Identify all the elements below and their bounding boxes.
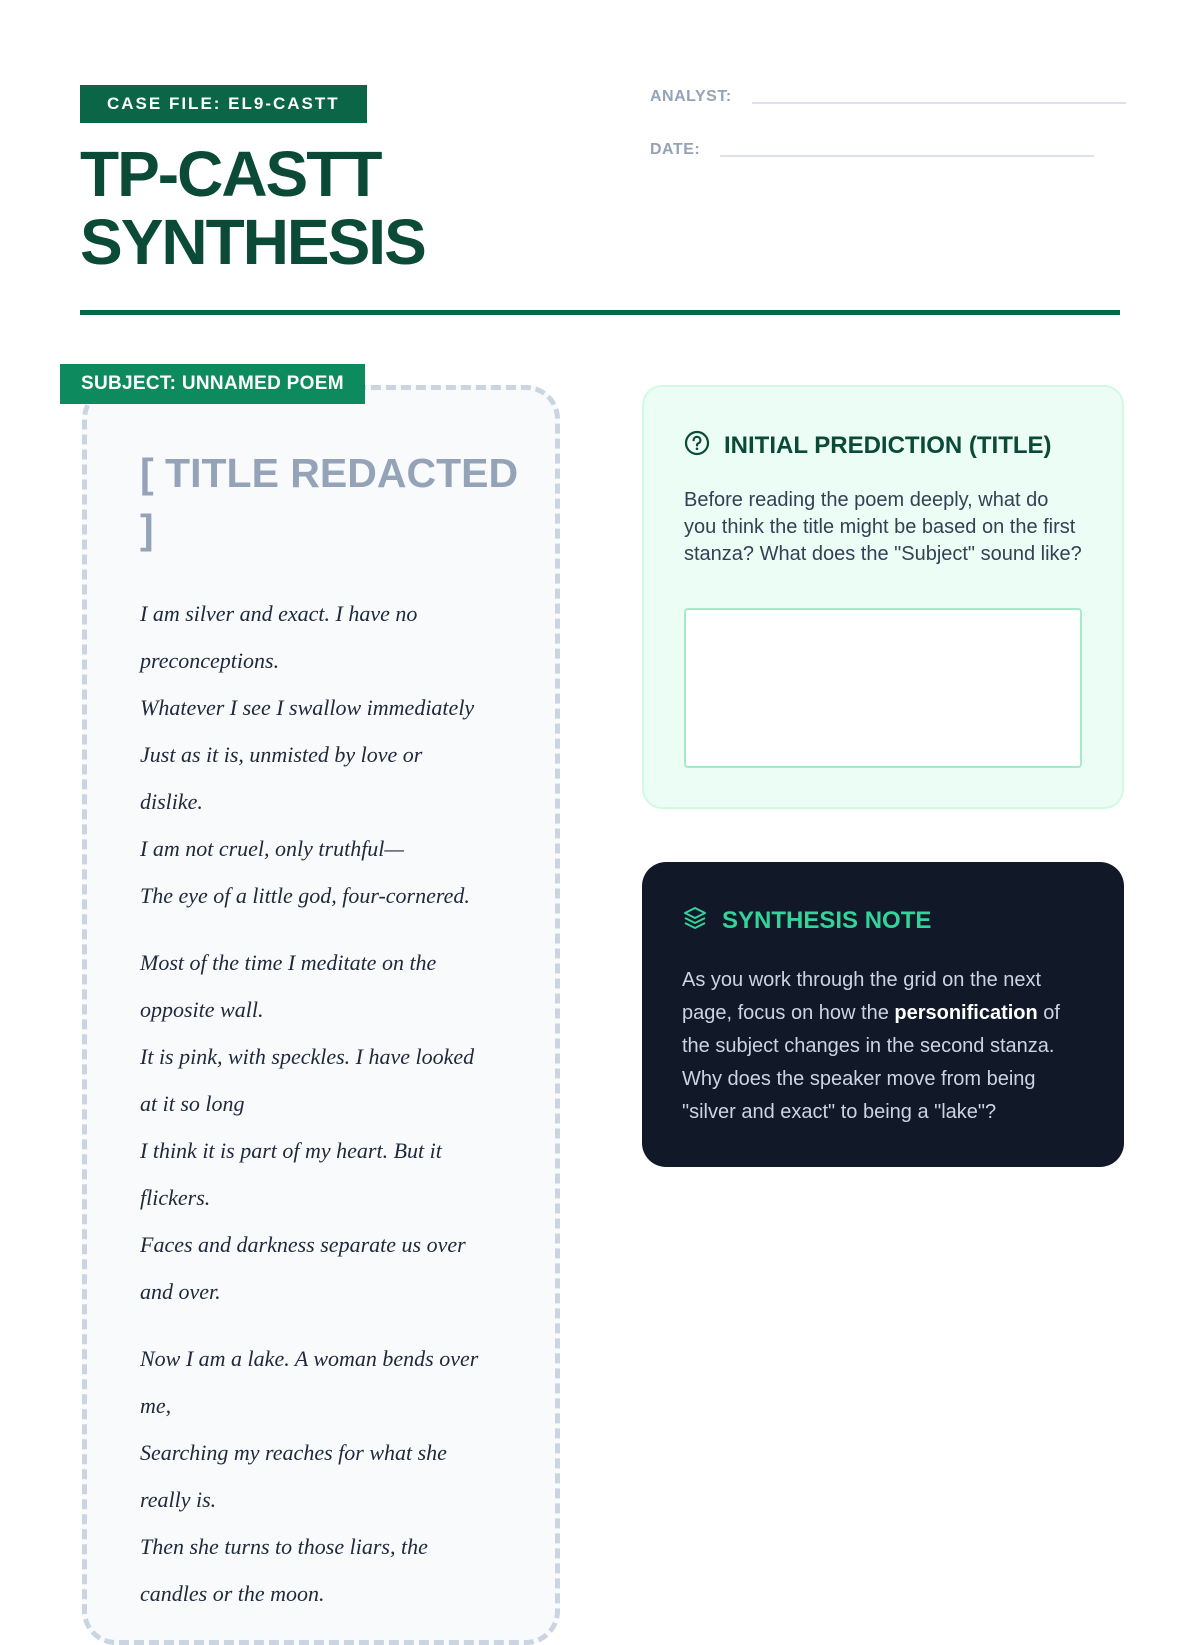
poem-line: flickers. <box>140 1185 211 1210</box>
poem-line: Then she turns to those liars, the <box>140 1534 428 1559</box>
prediction-answer-box[interactable] <box>684 608 1082 768</box>
poem-line: at it so long <box>140 1091 245 1116</box>
analyst-field[interactable] <box>752 102 1126 104</box>
poem-stanza <box>140 939 530 1315</box>
poem-line: I am silver and exact. I have no <box>140 601 418 626</box>
note-text-after: of the subject changes in the second stanza. Why does the speaker move from being "silver and exact" to being a "lake"? <box>682 1002 1060 1123</box>
poem-line: opposite wall. <box>140 997 264 1022</box>
note-text-before: As you work through the grid on the next page, focus on how the <box>682 969 1042 1024</box>
synthesis-note-text <box>682 964 1092 1129</box>
case-file-badge: CASE FILE: EL9-CASTT <box>80 85 367 123</box>
poem-stanza <box>140 1335 530 1617</box>
page-title-line-1: TP-CASTT <box>80 138 381 210</box>
poem-stanza <box>140 590 530 919</box>
layers-icon <box>682 905 708 936</box>
date-label: DATE: <box>650 141 701 158</box>
poem-line: I think it is part of my heart. But it <box>140 1138 442 1163</box>
note-text-bold: personification <box>894 1002 1038 1024</box>
date-row <box>650 141 1094 159</box>
prediction-header <box>684 430 1052 461</box>
poem-line: Faces and darkness separate us over <box>140 1232 466 1257</box>
page-title <box>80 140 425 276</box>
poem-line: Whatever I see I swallow immediately <box>140 695 475 720</box>
page-title-line-2: SYNTHESIS <box>80 206 425 278</box>
prediction-prompt: Before reading the poem deeply, what do you think the title might be based on the first stanza? What does the "Subject" sound like? <box>684 489 1082 565</box>
poem-line: Now I am a lake. A woman bends over <box>140 1346 479 1371</box>
poem-line: Just as it is, unmisted by love or <box>140 742 423 767</box>
poem-line: Searching my reaches for what she <box>140 1440 447 1465</box>
poem-line: The eye of a little god, four-cornered. <box>140 883 470 908</box>
subject-badge: SUBJECT: UNNAMED POEM <box>60 364 365 404</box>
synthesis-note-title: SYNTHESIS NOTE <box>722 906 932 934</box>
analyst-label: ANALYST: <box>650 88 732 105</box>
poem-line: It is pink, with speckles. I have looked <box>140 1044 475 1069</box>
poem-line: me, <box>140 1393 172 1418</box>
poem-title: [ TITLE REDACTED ] <box>140 450 519 552</box>
date-field[interactable] <box>720 155 1094 157</box>
poem-body <box>140 590 530 1637</box>
poem-line: Most of the time I meditate on the <box>140 950 437 975</box>
poem-line: I am not cruel, only truthful— <box>140 836 404 861</box>
synthesis-note-header <box>682 905 931 936</box>
poem-line: dislike. <box>140 789 203 814</box>
poem-line: preconceptions. <box>140 648 280 673</box>
question-circle-icon <box>684 430 710 461</box>
poem-line: candles or the moon. <box>140 1581 325 1606</box>
header-divider <box>80 310 1120 315</box>
poem-line: really is. <box>140 1487 217 1512</box>
prediction-title: INITIAL PREDICTION (TITLE) <box>724 431 1052 459</box>
poem-line: and over. <box>140 1279 221 1304</box>
analyst-row <box>650 88 1126 106</box>
